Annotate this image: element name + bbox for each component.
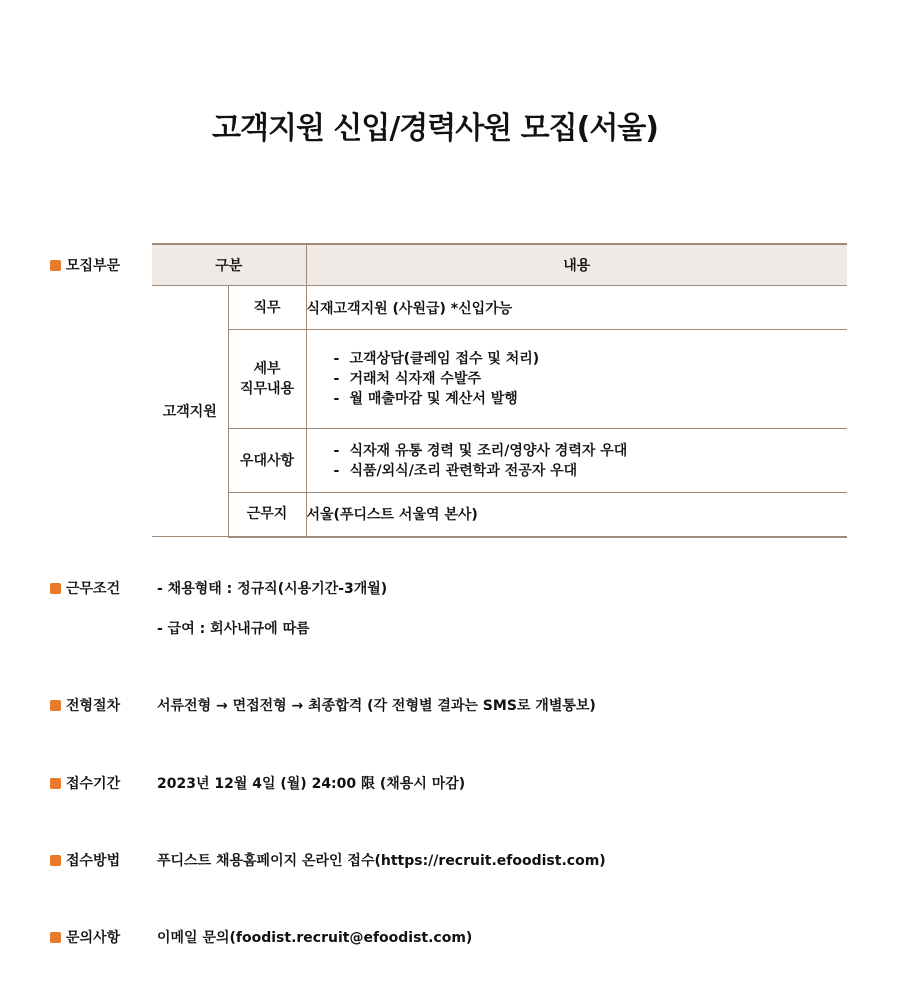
list-item: - 월 매출마감 및 계산서 발행 (334, 389, 848, 409)
table-row-location (152, 493, 847, 537)
group-cell: 고객지원 (152, 286, 228, 537)
section-process (50, 695, 120, 715)
table-row-details (152, 330, 847, 429)
preference-content (306, 429, 847, 493)
location-label: 근무지 (228, 493, 306, 537)
section-inquiry (50, 927, 120, 947)
orange-bullet-icon (50, 260, 61, 271)
process-text: 서류전형 → 면접전형 → 최종합격 (각 전형별 결과는 SMS로 개별통보) (157, 698, 596, 714)
location-value: 서울(푸디스트 서울역 본사) (306, 493, 847, 537)
orange-bullet-icon (50, 583, 61, 594)
details-label-line1: 세부 (253, 361, 281, 377)
section-recruit-field (50, 255, 120, 275)
orange-bullet-icon (50, 778, 61, 789)
table-row-preference (152, 429, 847, 493)
section-label: 접수기간 (66, 776, 121, 792)
list-item: - 거래처 식자재 수발주 (334, 369, 848, 389)
inquiry-text: 이메일 문의(foodist.recruit@efoodist.com) (157, 930, 473, 946)
header-category: 구분 (152, 244, 306, 286)
recruit-table (152, 243, 847, 538)
orange-bullet-icon (50, 700, 61, 711)
preference-list (307, 441, 848, 481)
page-title: 고객지원 신입/경력사원 모집(서울) (212, 111, 658, 146)
orange-bullet-icon (50, 932, 61, 943)
section-period (50, 773, 120, 793)
section-conditions (50, 578, 120, 598)
section-label: 접수방법 (66, 853, 121, 869)
section-label: 모집부문 (66, 258, 121, 274)
header-content: 내용 (306, 244, 847, 286)
method-text: 푸디스트 채용홈페이지 온라인 접수(https://recruit.efoodist.com) (157, 853, 606, 869)
table-header-row (152, 244, 847, 286)
job-value: 식재고객지원 (사원급) *신입가능 (306, 286, 847, 330)
details-content (306, 330, 847, 429)
orange-bullet-icon (50, 855, 61, 866)
section-label: 근무조건 (66, 581, 121, 597)
list-item: - 식자재 유통 경력 및 조리/영양사 경력자 우대 (334, 441, 848, 461)
preference-label: 우대사항 (228, 429, 306, 493)
salary-info: - 급여 : 회사내규에 따름 (157, 621, 310, 637)
details-label-line2: 직무내용 (239, 381, 295, 397)
table-row-job (152, 286, 847, 330)
section-label: 전형절차 (66, 698, 121, 714)
section-label: 문의사항 (66, 930, 121, 946)
list-item: - 고객상담(클레임 접수 및 처리) (334, 349, 848, 369)
section-method (50, 850, 120, 870)
details-label (228, 330, 306, 429)
employment-type: - 채용형태 : 정규직(시용기간-3개월) (157, 581, 388, 597)
job-label: 직무 (228, 286, 306, 330)
list-item: - 식품/외식/조리 관련학과 전공자 우대 (334, 461, 848, 481)
period-text: 2023년 12월 4일 (월) 24:00 限 (채용시 마감) (157, 776, 466, 792)
details-list (307, 349, 848, 409)
